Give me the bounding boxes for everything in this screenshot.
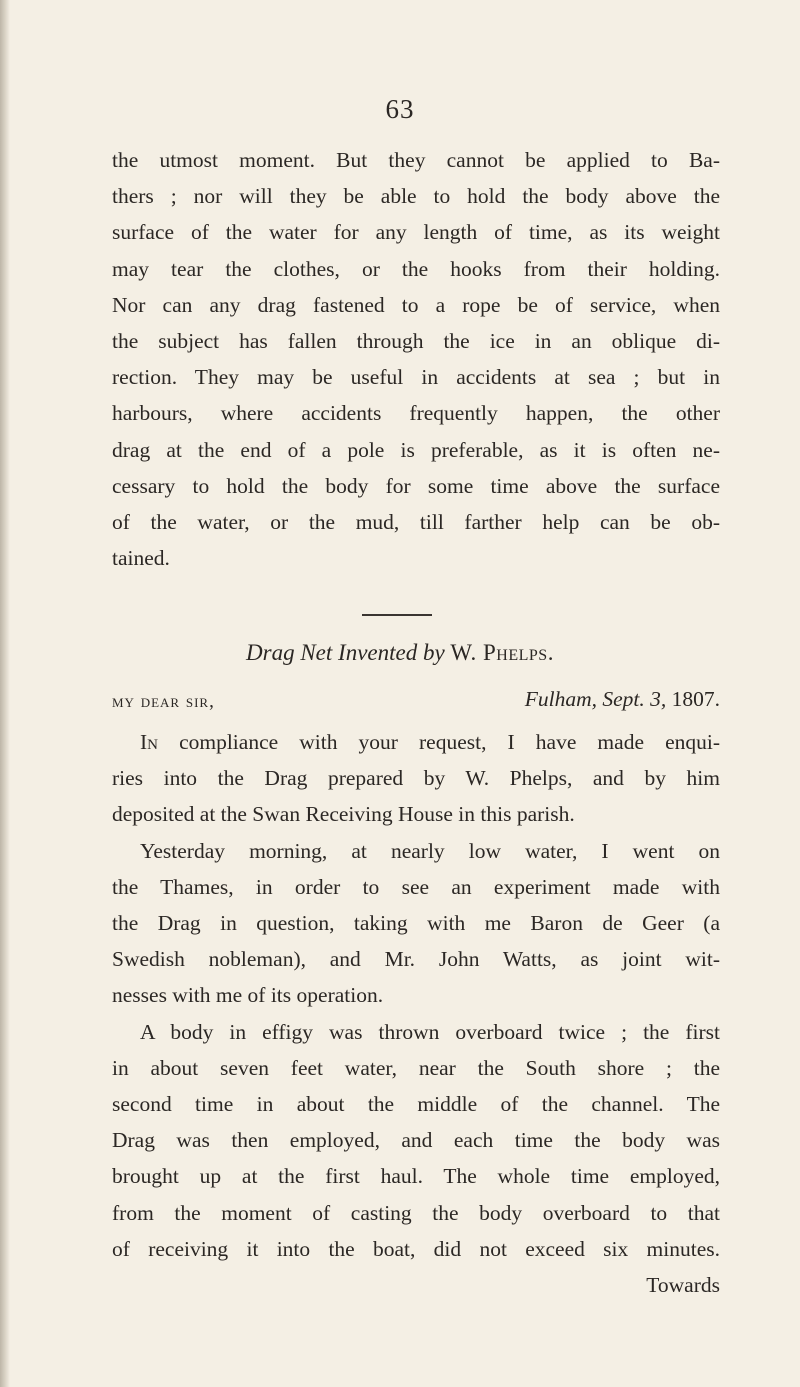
heading-author: W. Phelps. [450, 640, 554, 665]
text-line: the utmost moment. But they cannot be applied to Ba- [112, 148, 720, 172]
text-line: the Thames, in order to see an experiment made with [112, 874, 720, 899]
text-line: harbours, where accidents frequently happen, the other [112, 401, 720, 426]
text-line [112, 724, 720, 760]
heading-title: Drag Net Invented by [246, 640, 445, 665]
page-number: 63 [385, 94, 415, 124]
text-line: A body in effigy was thrown overboard twice ; the first [140, 1019, 720, 1044]
text-line: of receiving it into the boat, did not exceed six minutes. [112, 1236, 720, 1261]
text-line: rection. They may be useful in accidents at sea ; but in [112, 365, 720, 390]
text-line: drag at the end of a pole is preferable, as it is often ne- [112, 437, 720, 462]
text-line: the Drag in question, taking with me Baron de Geer (a [112, 911, 720, 936]
paragraph-continuation [112, 142, 720, 576]
section-divider [362, 614, 432, 616]
text-line: in about seven feet water, near the South shore ; the [112, 1055, 720, 1080]
opening-line-rest: compliance with your request, I have made enqui- [158, 730, 720, 754]
text-line: second time in about the middle of the channel. The [112, 1092, 720, 1117]
text-line: may tear the clothes, or the hooks from their holding. [112, 256, 720, 281]
text-line: Drag was then employed, and each time the body was [112, 1128, 720, 1153]
catchword: Towards [646, 1273, 720, 1298]
text-line: Swedish nobleman), and Mr. John Watts, as joint wit- [112, 947, 720, 972]
text-line: surface of the water for any length of time, as its weight [112, 220, 720, 245]
text-line: from the moment of casting the body overboard to that [112, 1200, 720, 1225]
text-line: of the water, or the mud, till farther help can be ob- [112, 510, 720, 535]
letter-year: 1807. [671, 687, 720, 711]
opening-word: In [140, 730, 158, 754]
page-edge-shadow [0, 0, 10, 1387]
text-line: deposited at the Swan Receiving House in this parish. [112, 802, 575, 827]
letter-body [112, 724, 720, 1303]
text-line: cessary to hold the body for some time above the surface [112, 473, 720, 498]
letter-place: Fulham, Sept. 3, [524, 687, 667, 711]
text-line: nesses with me of its operation. [112, 983, 384, 1008]
text-line: ries into the Drag prepared by W. Phelps, and by him [112, 766, 720, 791]
text-line: brought up at the first haul. The whole time employed, [112, 1164, 720, 1189]
text-line: thers ; nor will they be able to hold the body above the [112, 184, 720, 209]
section-heading [0, 640, 800, 666]
letter-salutation: my dear sir, [112, 691, 215, 712]
text-line: Yesterday morning, at nearly low water, I went on [140, 838, 720, 863]
letter-place-date [525, 687, 720, 712]
text-line: Nor can any drag fastened to a rope be of service, when [112, 292, 720, 317]
text-line: the subject has fallen through the ice in an oblique di- [112, 329, 720, 354]
text-line: tained. [112, 546, 170, 571]
